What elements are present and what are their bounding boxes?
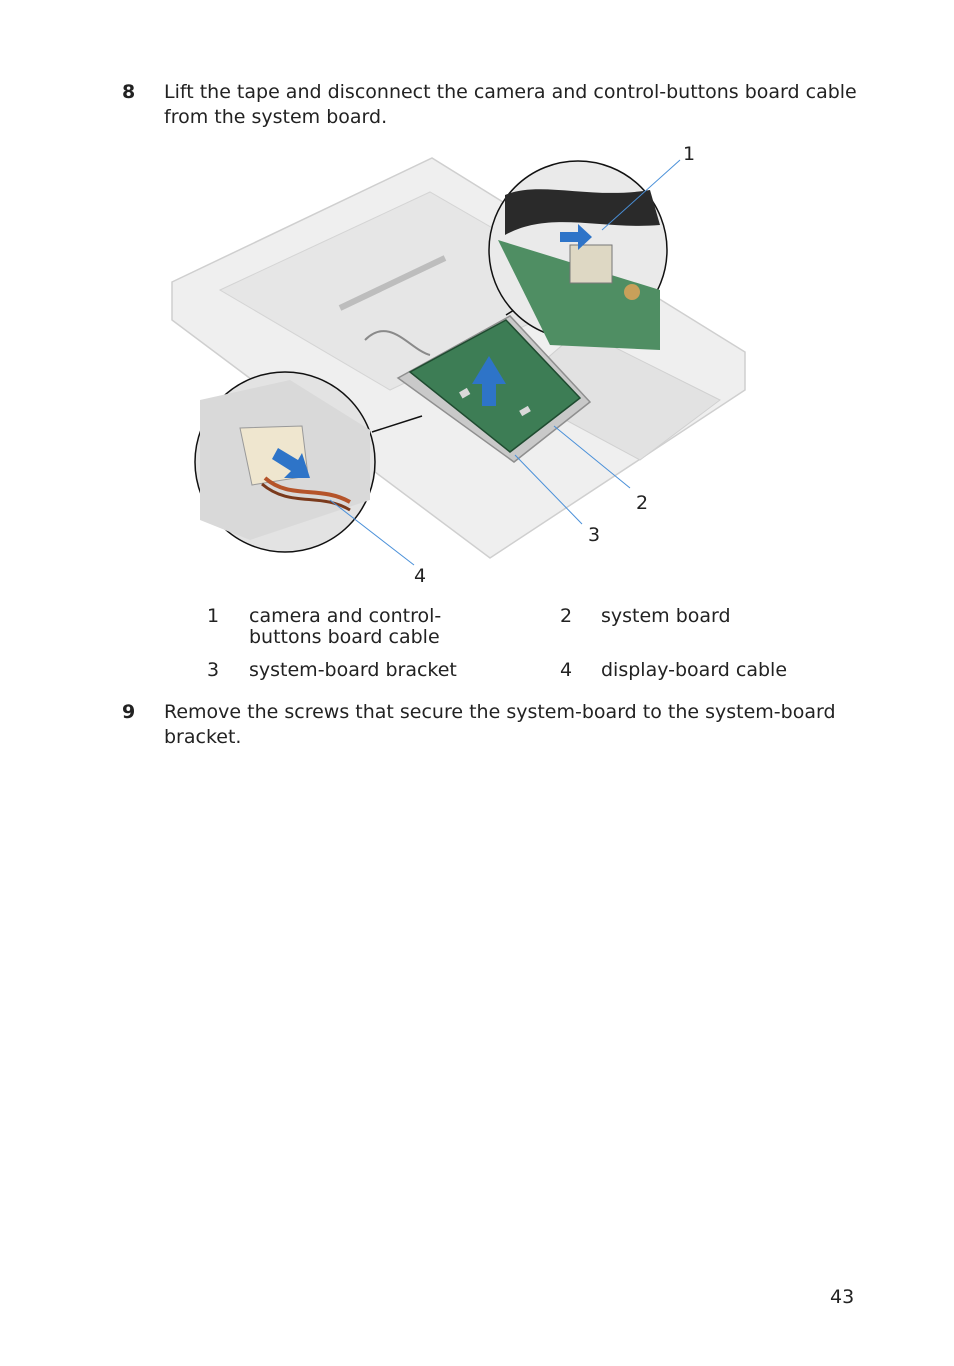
step-8	[122, 80, 862, 130]
illustration-svg	[160, 140, 760, 590]
figure-legend	[205, 606, 825, 690]
legend-row	[205, 606, 825, 660]
legend-label: camera and control-buttons board cable	[249, 605, 442, 648]
callout-line-4	[330, 500, 414, 565]
callout-number-3: 3	[588, 524, 601, 546]
callout-number-2: 2	[636, 492, 649, 514]
legend-row	[205, 660, 825, 690]
system-board-removal-illustration	[160, 140, 760, 590]
legend-number: 3	[207, 659, 220, 681]
legend-label: display-board cable	[601, 659, 788, 681]
callout-number-1: 1	[683, 143, 696, 165]
step-number: 9	[122, 701, 136, 723]
legend-label: system-board bracket	[249, 659, 457, 681]
legend-number: 2	[560, 605, 573, 627]
step-text: Lift the tape and disconnect the camera and control-buttons board cable from the system board.	[164, 81, 857, 128]
page-number: 43	[830, 1286, 855, 1308]
legend-number: 1	[207, 605, 220, 627]
zoom-connector	[570, 245, 612, 283]
callout-number-4: 4	[414, 565, 427, 587]
zoom-screw-hole	[624, 284, 640, 300]
step-9	[122, 700, 862, 750]
legend-label: system board	[601, 605, 731, 627]
step-text: Remove the screws that secure the system-board to the system-board bracket.	[164, 701, 836, 748]
legend-number: 4	[560, 659, 573, 681]
step-number: 8	[122, 81, 136, 103]
